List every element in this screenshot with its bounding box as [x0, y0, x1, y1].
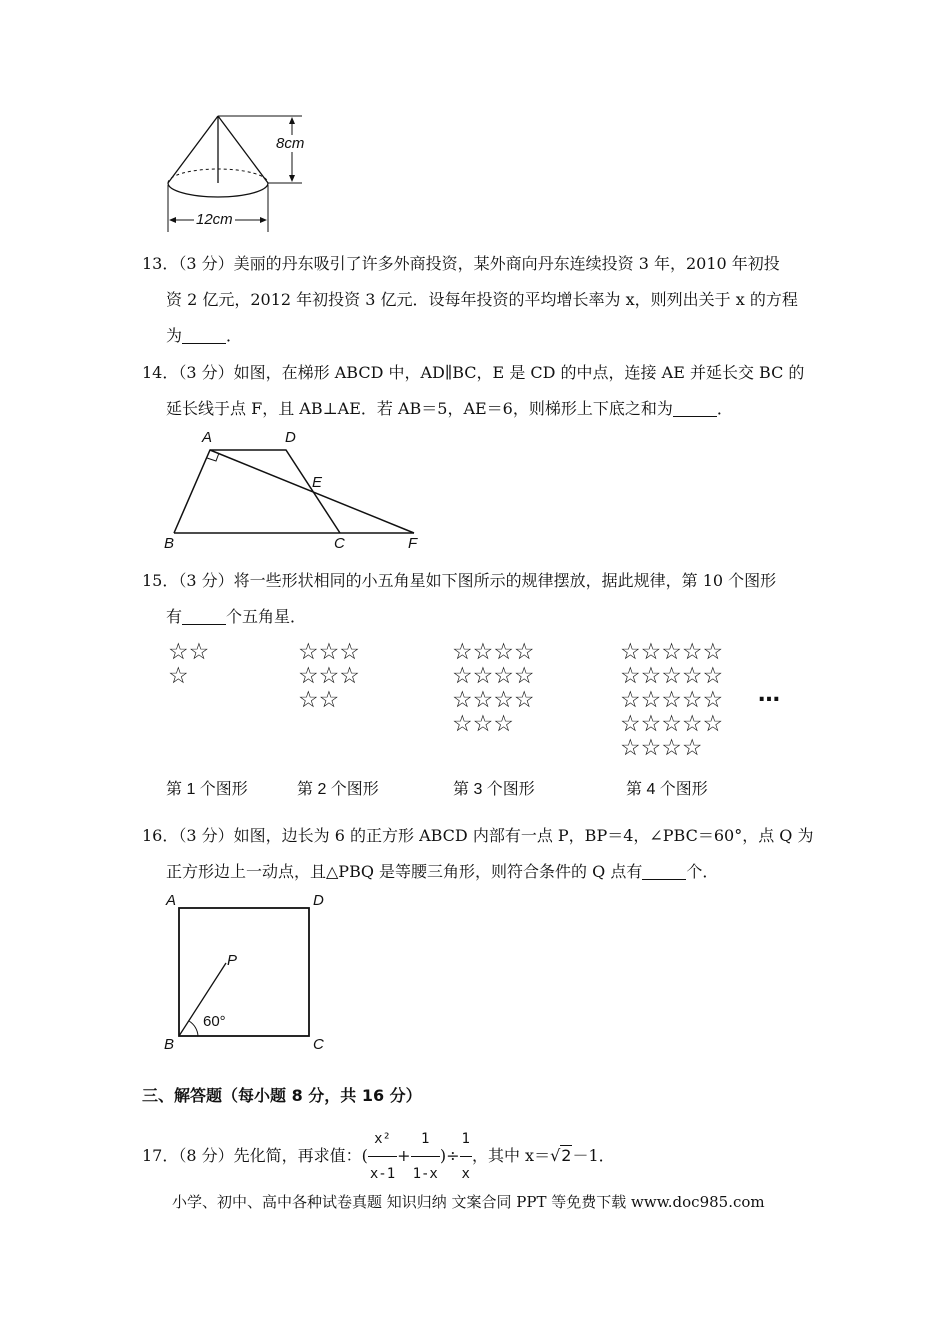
fraction-2-denominator: 1-x — [412, 1166, 438, 1182]
q15-line2-suffix: 个五角星． — [226, 607, 307, 626]
star-row: ☆☆☆☆☆ — [620, 687, 724, 713]
fraction-2-numerator: 1 — [411, 1122, 440, 1157]
cone-figure — [160, 110, 320, 235]
star-row: ☆☆ — [168, 639, 210, 665]
q13-line1: 13．（3 分）美丽的丹东吸引了许多外商投资，某外商向丹东连续投资 3 年，2010 年初投 — [142, 254, 780, 273]
fraction-1-denominator: x-1 — [369, 1166, 396, 1182]
star-ellipsis: … — [758, 682, 780, 707]
star-figure-3 — [452, 640, 534, 736]
q17-divide: )÷ — [439, 1146, 460, 1165]
angle-label: 60° — [203, 1013, 226, 1030]
q14-line2-suffix: ． — [716, 399, 733, 418]
star-row: ☆ — [168, 663, 189, 689]
q15-line2 — [166, 606, 306, 628]
plus-sign: + — [397, 1146, 411, 1165]
star-caption-4: 第 4 个图形 — [626, 781, 708, 798]
star-figure-2 — [298, 640, 360, 712]
fraction-1 — [368, 1122, 397, 1191]
q14-line2 — [166, 398, 733, 420]
q16-line2 — [166, 861, 718, 883]
q16-point-d: D — [313, 892, 324, 909]
fraction-1-numerator: x² — [368, 1122, 397, 1157]
fraction-2 — [411, 1122, 440, 1191]
q14-answer-blank[interactable] — [673, 400, 717, 417]
star-row: ☆☆☆ — [298, 663, 360, 689]
star-caption-1: 第 1 个图形 — [166, 781, 248, 798]
q14-point-f: F — [408, 535, 418, 552]
q16-line2-text: 正方形边上一动点，且△PBQ 是等腰三角形，则符合条件的 Q 点有 — [166, 862, 643, 881]
section-title: 三、解答题（每小题 8 分，共 16 分） — [142, 1086, 422, 1105]
star-row: ☆☆☆☆ — [452, 663, 535, 689]
q13-line3-prefix: 为 — [166, 326, 183, 345]
star-caption-3: 第 3 个图形 — [453, 781, 535, 798]
sqrt-icon: √ — [550, 1146, 561, 1165]
fraction-3-denominator: x — [461, 1166, 470, 1182]
sqrt-radicand: 2 — [561, 1146, 572, 1165]
q16-line2-suffix: 个． — [686, 862, 719, 881]
star-figure-4 — [620, 640, 723, 760]
q14-point-a: A — [202, 429, 213, 446]
star-row: ☆☆☆☆ — [452, 639, 535, 665]
star-row: ☆☆☆☆☆ — [620, 711, 724, 737]
star-row: ☆☆ — [298, 687, 340, 713]
sqrt-expression — [550, 1145, 572, 1165]
q15-answer-blank[interactable] — [182, 608, 226, 625]
q14-point-d: D — [285, 429, 296, 446]
star-row: ☆☆☆☆ — [452, 687, 535, 713]
star-row: ☆☆☆ — [298, 639, 360, 665]
q14-line2-text: 延长线于点 F，且 AB⊥AE．若 AB＝5，AE＝6，则梯形上下底之和为 — [166, 399, 673, 418]
star-row: ☆☆☆☆☆ — [620, 663, 724, 689]
q16-point-a: A — [166, 892, 177, 909]
star-row: ☆☆☆ — [452, 711, 514, 737]
q13-line3-suffix: ． — [226, 326, 243, 345]
q14-point-b: B — [164, 535, 175, 552]
page-footer: 小学、初中、高中各种试卷真题 知识归纳 文案合同 PPT 等免费下载 www.doc985.com — [172, 1193, 765, 1211]
q13-line3 — [166, 325, 242, 347]
q13-line2: 资 2 亿元，2012 年初投资 3 亿元．设每年投资的平均增长率为 x，则列出关于 x 的方程 — [166, 290, 798, 309]
cone-width-label: 12cm — [196, 211, 233, 228]
q14-line1: 14．（3 分）如图，在梯形 ABCD 中，AD∥BC，E 是 CD 的中点，连接 AE 并延长交 BC 的 — [142, 363, 805, 382]
q13-answer-blank[interactable] — [182, 327, 226, 344]
q17-line — [142, 1122, 615, 1191]
fraction-3 — [460, 1122, 472, 1191]
star-row: ☆☆☆☆☆ — [620, 639, 724, 665]
q16-point-b: B — [164, 1036, 175, 1053]
q17-prefix: 17．（8 分）先化简，再求值：( — [142, 1146, 368, 1165]
q14-point-e: E — [312, 474, 323, 491]
square-figure — [160, 895, 340, 1055]
q16-line1: 16．（3 分）如图，边长为 6 的正方形 ABCD 内部有一点 P，BP＝4，∠PBC＝60°，点 Q 为 — [142, 826, 814, 845]
cone-height-label: 8cm — [276, 135, 305, 152]
q14-point-c: C — [334, 535, 345, 552]
q15-line1: 15．（3 分）将一些形状相同的小五角星如下图所示的规律摆放，据此规律，第 10 个图形 — [142, 571, 777, 590]
q15-line2-prefix: 有 — [166, 607, 183, 626]
star-caption-2: 第 2 个图形 — [297, 781, 379, 798]
q16-point-p: P — [227, 952, 238, 969]
star-figure-1 — [168, 640, 209, 688]
q17-tail: －1． — [572, 1146, 615, 1165]
fraction-3-numerator: 1 — [460, 1122, 472, 1157]
q16-point-c: C — [313, 1036, 324, 1053]
q16-answer-blank[interactable] — [642, 863, 686, 880]
star-row: ☆☆☆☆ — [620, 735, 703, 761]
q17-where: ，其中 x＝ — [471, 1146, 551, 1165]
